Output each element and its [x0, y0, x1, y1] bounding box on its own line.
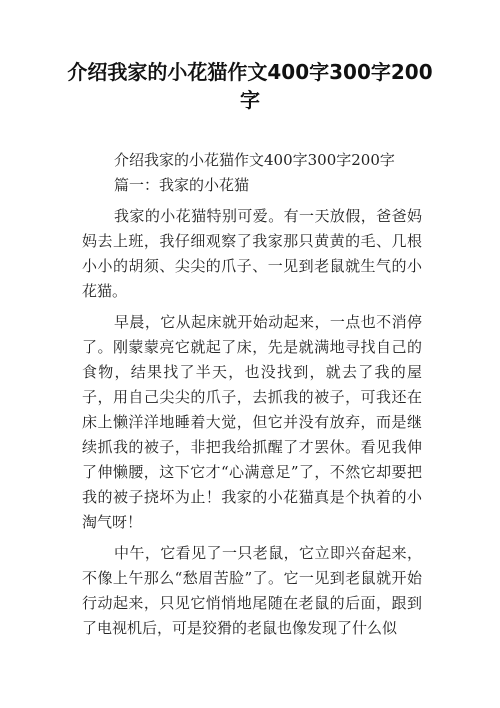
paragraph: 我家的小花猫特别可爱。有一天放假，爸爸妈妈去上班，我仔细观察了我家那只黄黄的毛、几根小小的胡须、尖尖的爪子、一见到老鼠就生气的小花猫。: [82, 207, 422, 300]
paragraph: 早晨，它从起床就开始动起来，一点也不消停了。刚蒙蒙亮它就起了床，先是就满地寻找自己的食物，结果找了半天，也没找到，就去了我的屋子，用自己尖尖的爪子，去抓我的被子，可我还在床上懒洋洋地睡着大觉，但它并没有放弃，而是继续抓我的被子，非把我给抓醒了才罢休。看见我伸了伸懒腰，这下它才“心满意足”了，不然它却要把我的被子挠坏为止！我家的小花猫真是个执着的小淘气呀！: [82, 313, 422, 531]
subtitle-line: 介绍我家的小花猫作文400字300字200字: [114, 151, 395, 169]
document-body: [82, 148, 422, 647]
section-heading: 篇一：我家的小花猫: [114, 176, 250, 194]
paragraph: 中午，它看见了一只老鼠，它立即兴奋起来，不像上午那么“愁眉苦脸”了。它一见到老鼠就开始行动起来，只见它悄悄地尾随在老鼠的后面，跟到了电视机后，可是狡猾的老鼠也像发现了什么似: [82, 544, 422, 637]
document-title: 介绍我家的小花猫作文400字300字200字: [67, 60, 433, 112]
